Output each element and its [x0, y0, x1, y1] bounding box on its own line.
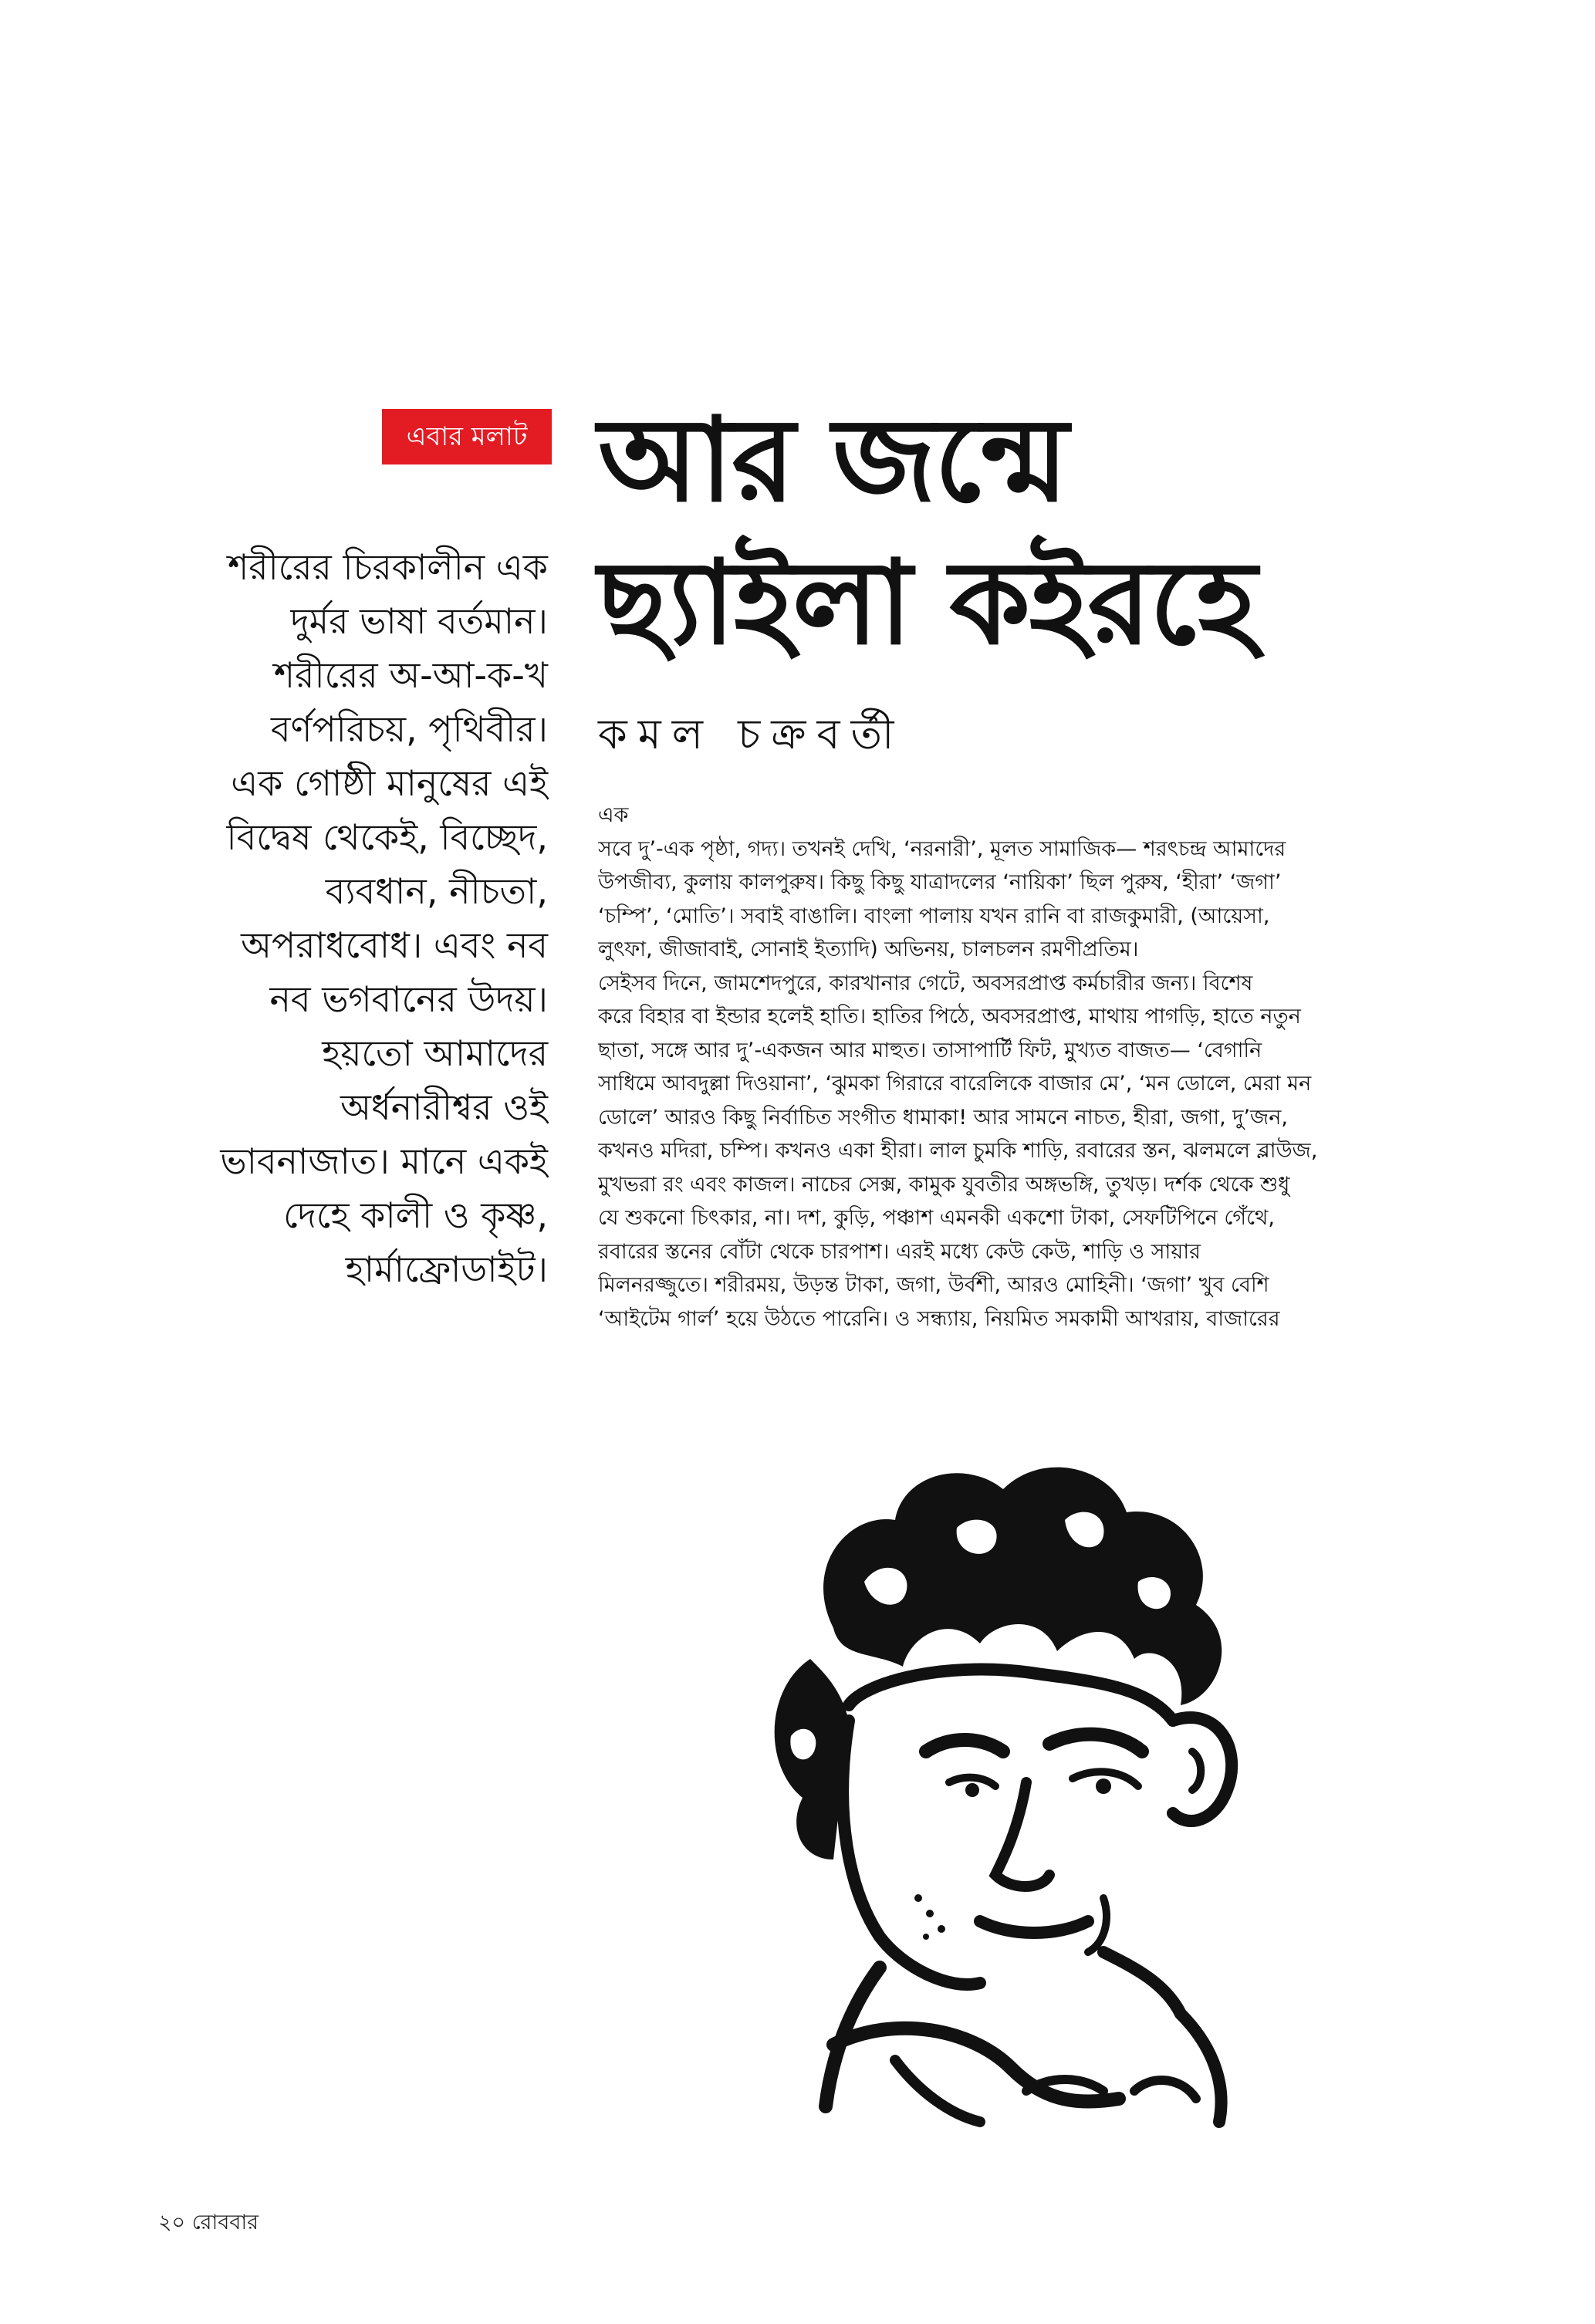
headline-line-2: ছ্যাইলা কইরহে — [598, 536, 1255, 671]
pull-quote-line: বর্ণপরিচয়, পৃথিবীর। — [271, 708, 548, 750]
article-body — [598, 799, 1439, 1336]
pull-quote-line: এক গোষ্ঠী মানুষের এই — [231, 762, 548, 804]
headline-line-1: আর জন্মে — [598, 394, 1067, 528]
article-line: ‘আইটেম গার্ল’ হয়ে উঠতে পারেনি। ও সন্ধ্যায়, নিয়মিত সমকামী আখরায়, বাজারের — [598, 1306, 1280, 1331]
pull-quote-line: নব ভগবানের উদয়। — [269, 978, 548, 1020]
portrait-sketch-illustration — [718, 1427, 1304, 2137]
pull-quote-line: দেহে কালী ও কৃষ্ণ, — [283, 1194, 548, 1236]
pull-quote-line: হার্মাফ্রোডাইট। — [345, 1248, 548, 1290]
pull-quote-line: ভাবনাজাত। মানে একই — [220, 1140, 548, 1182]
pull-quote-line: দুর্মর ভাষা বর্তমান। — [290, 600, 548, 642]
pull-quote-line: শরীরের চিরকালীন এক — [228, 546, 548, 588]
magazine-name: রোববার — [191, 2211, 259, 2234]
article-line: রবারের স্তনের বোঁটা থেকে চারপাশ। এরই মধ্যে কেউ কেউ, শাড়ি ও সায়ার — [598, 1239, 1201, 1264]
pull-quote-line: হয়তো আমাদের — [322, 1032, 548, 1074]
byline: কমল চক্রবর্তী — [598, 710, 905, 758]
article-line: করে বিহার বা ইন্ডার হলেই হাতি। হাতির পিঠে, অবসরপ্রাপ্ত, মাথায় পাগড়ি, হাতে নতুন — [598, 1005, 1301, 1029]
page-number: ২০ — [158, 2211, 186, 2234]
article-line: কখনও মদিরা, চম্পি। কখনও একা হীরা। লাল চুমকি শাড়ি, রবারের স্তন, ঝলমলে ব্লাউজ, — [598, 1139, 1318, 1163]
article-line: সেইসব দিনে, জামশেদপুরে, কারখানার গেটে, অবসরপ্রাপ্ত কর্মচারীর জন্য। বিশেষ — [598, 971, 1253, 995]
pull-quote-line: অপরাধবোধ। এবং নব — [241, 924, 548, 966]
article-line: উপজীব্য, কুলায় কালপুরুষ। কিছু কিছু যাত্রাদলের ‘নায়িকা’ ছিল পুরুষ, ‘হীরা’ ‘জগা’ — [598, 870, 1282, 894]
pull-quote-line: অর্ধনারীশ্বর ওই — [340, 1086, 548, 1128]
article-line: মিলনরজ্জুতে। শরীরময়, উড়ন্ত টাকা, জগা, উর্বশী, আরও মোহিনী। ‘জগা’ খুব বেশি — [598, 1273, 1269, 1297]
pull-quote-line: ব্যবধান, নীচতা, — [325, 870, 548, 912]
pull-quote-line: বিদ্বেষ থেকেই, বিচ্ছেদ, — [226, 816, 548, 858]
article-line: যে শুকনো চিৎকার, না। দশ, কুড়ি, পঞ্চাশ এমনকী একশো টাকা, সেফটিপিনে গেঁথে, — [598, 1206, 1275, 1230]
pull-quote-line: শরীরের অ-আ-ক-খ — [273, 654, 548, 696]
section-number: এক — [598, 803, 629, 827]
article-line: ডোলে’ আরও কিছু নির্বাচিত সংগীত ধামাকা! আর সামনে নাচত, হীরা, জগা, দু’জন, — [598, 1105, 1288, 1130]
article-line: ‘চম্পি’, ‘মোতি’। সবাই বাঙালি। বাংলা পালায় যখন রানি বা রাজকুমারী, (আয়েসা, — [598, 904, 1270, 928]
article-line: মুখভরা রং এবং কাজল। নাচের সেক্স, কামুক যুবতীর অঙ্গভঙ্গি, তুখড়। দর্শক থেকে শুধু — [598, 1172, 1290, 1197]
article-line: লুৎফা, জীজাবাই, সোনাই ইত্যাদি) অভিনয়, চালচলন রমণীপ্রতিম। — [598, 937, 1139, 961]
section-tag: এবার মলাট — [382, 409, 552, 464]
article-line: ছাতা, সঙ্গে আর দু’-একজন আর মাহুত। তাসাপার্টি ফিট, মুখ্যত বাজত— ‘বেগানি — [598, 1038, 1262, 1062]
article-line: সবে দু’-এক পৃষ্ঠা, গদ্য। তখনই দেখি, ‘নরনারী’, মূলত সামাজিক— শরৎচন্দ্র আমাদের — [598, 836, 1286, 861]
headline — [598, 390, 1485, 675]
pull-quote — [139, 540, 548, 1296]
page-folio — [158, 2207, 259, 2241]
article-line: সাধিমে আবদুল্লা দিওয়ানা’, ‘ঝুমকা গিরারে বারেলিকে বাজার মে’, ‘মন ডোলে, মেরা মন — [598, 1072, 1312, 1096]
